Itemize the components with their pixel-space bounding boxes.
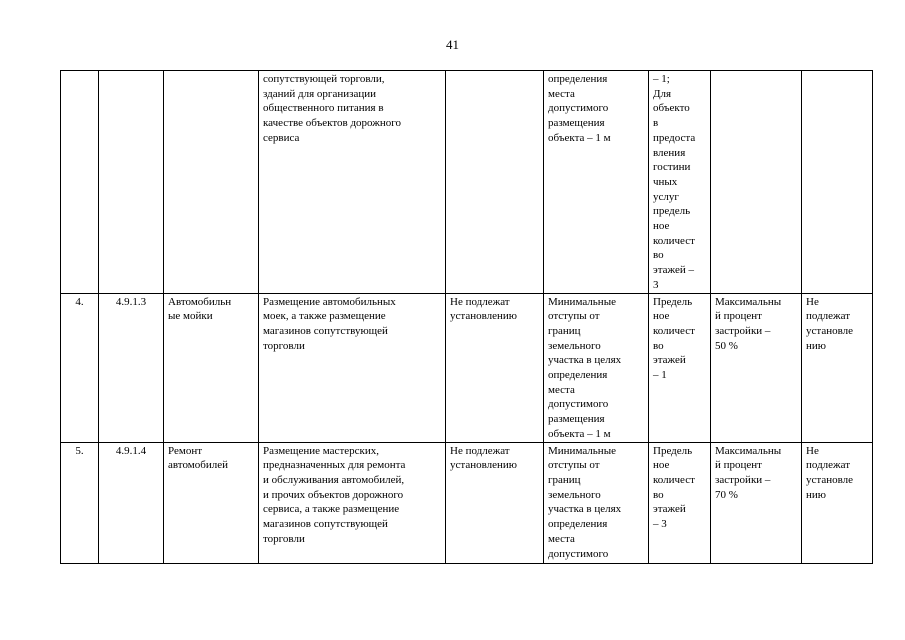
- plot-area-cell: [446, 71, 544, 294]
- floors-cell: Предель ное количест во этажей – 1: [649, 293, 711, 442]
- row-number-cell: 5.: [61, 442, 99, 563]
- other-params-cell: Не подлежат установле нию: [802, 293, 873, 442]
- code-cell: 4.9.1.4: [99, 442, 164, 563]
- page-number: 41: [446, 37, 459, 52]
- use-name-cell: Ремонт автомобилей: [164, 442, 259, 563]
- plot-area-cell: Не подлежат установлению: [446, 293, 544, 442]
- setback-cell: Минимальные отступы от границ земельного участка в целях определения места допустимого: [544, 442, 649, 563]
- setback-cell: определения места допустимого размещения объекта – 1 м: [544, 71, 649, 294]
- use-name-cell: [164, 71, 259, 294]
- setback-cell: Минимальные отступы от границ земельного участка в целях определения места допустимого размещения объекта – 1 м: [544, 293, 649, 442]
- table-row: [61, 71, 873, 294]
- table-row: [61, 442, 873, 563]
- code-cell: 4.9.1.3: [99, 293, 164, 442]
- coverage-cell: Максимальны й процент застройки – 50 %: [711, 293, 802, 442]
- other-params-cell: Не подлежат установле нию: [802, 442, 873, 563]
- row-number-cell: [61, 71, 99, 294]
- coverage-cell: [711, 71, 802, 294]
- other-params-cell: [802, 71, 873, 294]
- table-row: [61, 293, 873, 442]
- floors-cell: Предель ное количест во этажей – 3: [649, 442, 711, 563]
- description-cell: Размещение автомобильных моек, а также размещение магазинов сопутствующей торговли: [259, 293, 446, 442]
- coverage-cell: Максимальны й процент застройки – 70 %: [711, 442, 802, 563]
- row-number-cell: 4.: [61, 293, 99, 442]
- use-name-cell: Автомобильн ые мойки: [164, 293, 259, 442]
- floors-cell: – 1; Для объекто в предоста вления гостини чных услуг предель ное количест во этажей – 3: [649, 71, 711, 294]
- code-cell: [99, 71, 164, 294]
- zoning-regulations-table: [60, 70, 873, 564]
- plot-area-cell: Не подлежат установлению: [446, 442, 544, 563]
- description-cell: сопутствующей торговли, зданий для организации общественного питания в качестве объектов дорожного сервиса: [259, 71, 446, 294]
- description-cell: Размещение мастерских, предназначенных для ремонта и обслуживания автомобилей, и прочих объектов дорожного сервиса, а также размещение магазинов сопутствующей торговли: [259, 442, 446, 563]
